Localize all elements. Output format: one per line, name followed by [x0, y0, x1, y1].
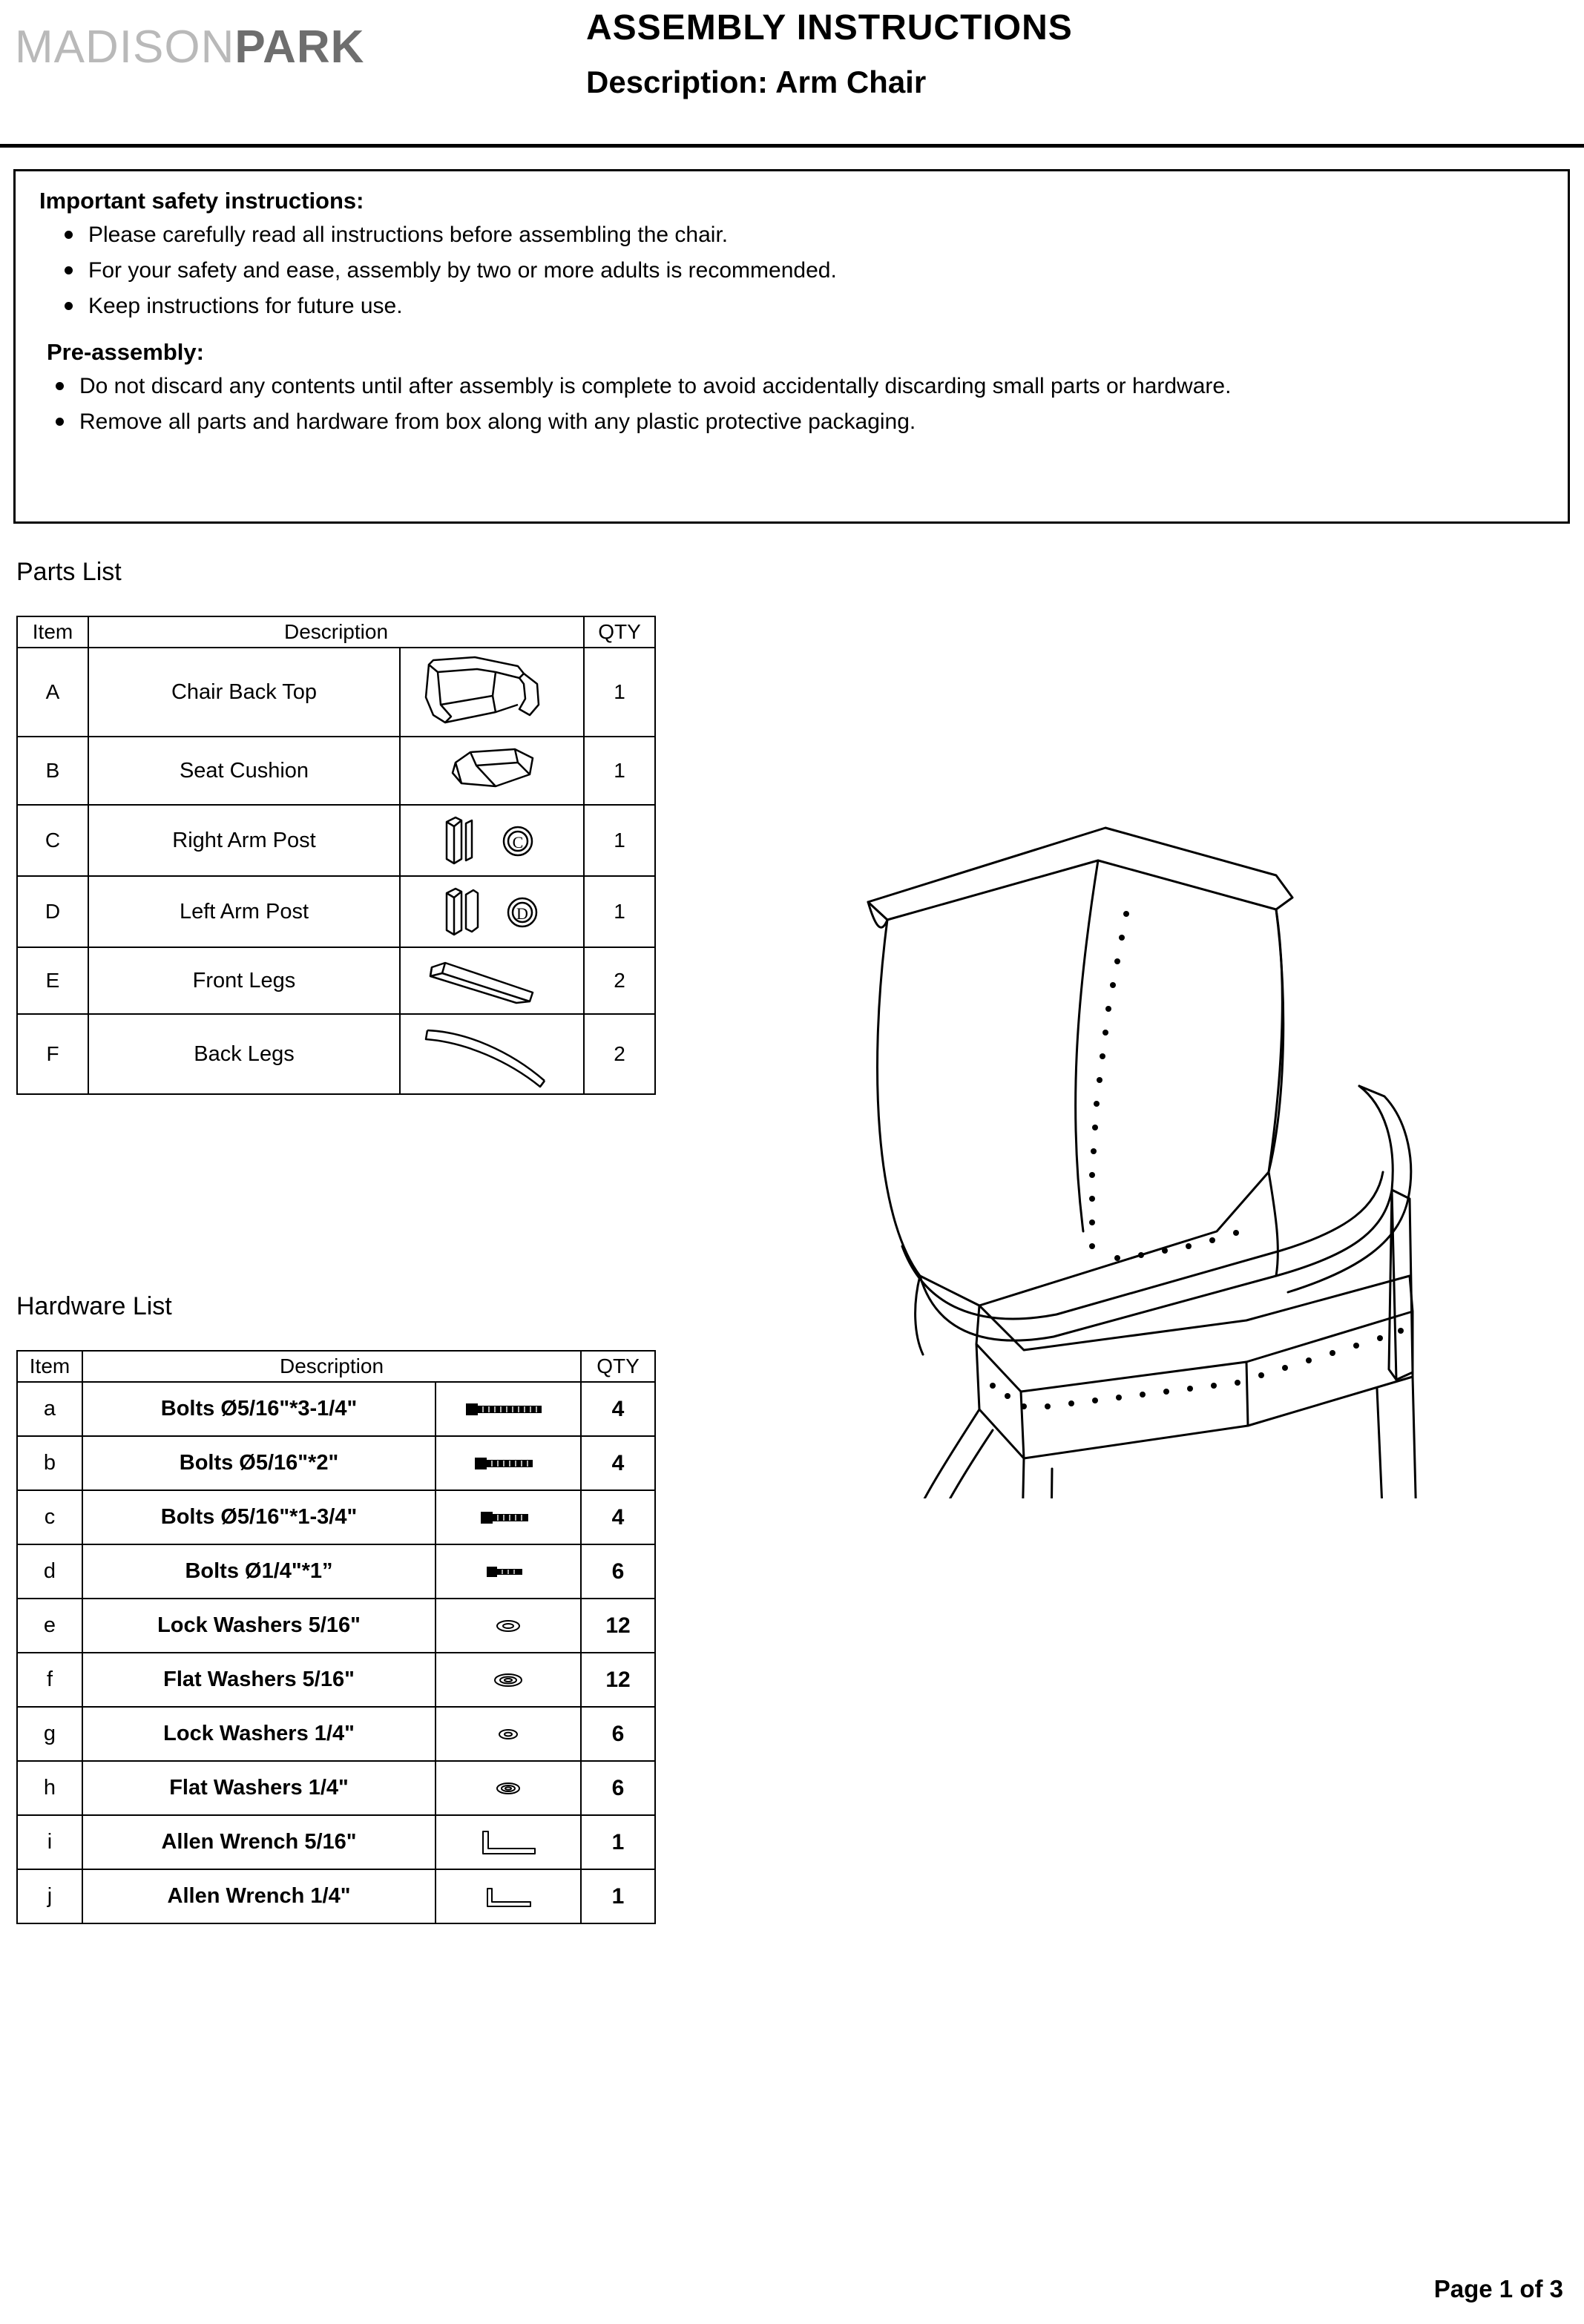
safety-heading: Important safety instructions:: [39, 188, 364, 214]
hardware-item: e: [17, 1599, 82, 1653]
hardware-item: a: [17, 1382, 82, 1436]
product-description: Description: Arm Chair: [586, 65, 927, 99]
brand-first-word: MADISON: [15, 22, 235, 73]
hardware-qty: 4: [581, 1436, 655, 1490]
parts-list-title: Parts List: [16, 558, 122, 586]
bolt-medium-icon: [436, 1436, 581, 1490]
part-description: Seat Cushion: [88, 737, 400, 805]
table-row: [17, 1815, 655, 1869]
table-row: [17, 1761, 655, 1815]
flat-washer-small-icon: [436, 1761, 581, 1815]
hardware-description: Bolts Ø5/16"*2": [82, 1436, 436, 1490]
part-description: Front Legs: [88, 947, 400, 1014]
table-row: [17, 1869, 655, 1923]
svg-text:C: C: [512, 833, 524, 852]
part-item: E: [17, 947, 88, 1014]
hardware-description: Allen Wrench 1/4": [82, 1869, 436, 1923]
list-item: For your safety and ease, assembly by two or more adults is recommended.: [60, 256, 1568, 286]
hardware-description: Bolts Ø5/16"*3-1/4": [82, 1382, 436, 1436]
hardware-item: d: [17, 1544, 82, 1599]
part-item: C: [17, 805, 88, 876]
table-header-row: [17, 616, 655, 648]
part-description: Right Arm Post: [88, 805, 400, 876]
brand-logo: [15, 21, 364, 73]
table-row: [17, 947, 655, 1014]
header-divider: [0, 144, 1584, 148]
hardware-list-title: Hardware List: [16, 1292, 172, 1320]
page-number: Page 1 of 3: [1433, 2275, 1563, 2302]
lock-washer-small-icon: [436, 1707, 581, 1761]
part-item: A: [17, 648, 88, 737]
pre-assembly-heading: Pre-assembly:: [47, 338, 204, 365]
table-row: [17, 1707, 655, 1761]
part-qty: 1: [584, 737, 655, 805]
list-item: Remove all parts and hardware from box along with any plastic protective packaging.: [51, 407, 1568, 437]
hardware-description: Bolts Ø5/16"*1-3/4": [82, 1490, 436, 1544]
hardware-item: g: [17, 1707, 82, 1761]
brand-second-word: PARK: [234, 22, 365, 73]
table-header-row: [17, 1351, 655, 1382]
part-description: Chair Back Top: [88, 648, 400, 737]
part-qty: 2: [584, 947, 655, 1014]
title-block: [586, 7, 1073, 100]
allen-wrench-small-icon: [436, 1869, 581, 1923]
list-item: Do not discard any contents until after assembly is complete to avoid accidentally discarding small parts or hardware.: [51, 372, 1568, 401]
part-description: Left Arm Post: [88, 876, 400, 947]
hardware-qty: 12: [581, 1653, 655, 1707]
part-item: B: [17, 737, 88, 805]
front-leg-icon: [400, 947, 584, 1014]
part-qty: 1: [584, 876, 655, 947]
column-header-description: Description: [88, 616, 584, 648]
hardware-item: j: [17, 1869, 82, 1923]
table-row: [17, 805, 655, 876]
table-row: [17, 1382, 655, 1436]
hardware-description: Flat Washers 1/4": [82, 1761, 436, 1815]
part-qty: 1: [584, 648, 655, 737]
table-row: [17, 1544, 655, 1599]
seat-cushion-icon: [400, 737, 584, 805]
part-description: Back Legs: [88, 1014, 400, 1094]
part-item: F: [17, 1014, 88, 1094]
column-header-item: Item: [17, 616, 88, 648]
list-item: Keep instructions for future use.: [60, 292, 1568, 321]
hardware-item: h: [17, 1761, 82, 1815]
svg-text:D: D: [516, 904, 528, 923]
hardware-qty: 6: [581, 1707, 655, 1761]
table-row: [17, 1653, 655, 1707]
hardware-qty: 12: [581, 1599, 655, 1653]
hardware-list-table: [16, 1350, 656, 1924]
chair-back-top-icon: [400, 648, 584, 737]
bolt-short-icon: [436, 1490, 581, 1544]
column-header-qty: QTY: [584, 616, 655, 648]
hardware-qty: 6: [581, 1761, 655, 1815]
assembled-arm-chair-illustration: [757, 757, 1543, 1498]
lock-washer-large-icon: [436, 1599, 581, 1653]
bolt-long-icon: [436, 1382, 581, 1436]
column-header-description: Description: [82, 1351, 581, 1382]
back-leg-icon: [400, 1014, 584, 1094]
hardware-qty: 4: [581, 1490, 655, 1544]
parts-list-table: [16, 616, 656, 1095]
hardware-item: f: [17, 1653, 82, 1707]
hardware-description: Flat Washers 5/16": [82, 1653, 436, 1707]
allen-wrench-large-icon: [436, 1815, 581, 1869]
page-title: ASSEMBLY INSTRUCTIONS: [586, 8, 1073, 47]
hardware-description: Lock Washers 1/4": [82, 1707, 436, 1761]
table-row: [17, 1436, 655, 1490]
hardware-qty: 1: [581, 1869, 655, 1923]
table-row: [17, 648, 655, 737]
table-row: [17, 1014, 655, 1094]
table-row: [17, 876, 655, 947]
part-qty: 1: [584, 805, 655, 876]
hardware-item: c: [17, 1490, 82, 1544]
bolt-tiny-icon: [436, 1544, 581, 1599]
table-row: [17, 1599, 655, 1653]
part-qty: 2: [584, 1014, 655, 1094]
column-header-qty: QTY: [581, 1351, 655, 1382]
list-item: Please carefully read all instructions before assembling the chair.: [60, 220, 1568, 250]
hardware-description: Bolts Ø1/4"*1”: [82, 1544, 436, 1599]
left-arm-post-icon: [400, 876, 584, 947]
table-row: [17, 1490, 655, 1544]
hardware-qty: 6: [581, 1544, 655, 1599]
hardware-description: Allen Wrench 5/16": [82, 1815, 436, 1869]
column-header-item: Item: [17, 1351, 82, 1382]
page-header: [0, 0, 1584, 148]
safety-list: [16, 220, 1568, 321]
hardware-qty: 1: [581, 1815, 655, 1869]
flat-washer-large-icon: [436, 1653, 581, 1707]
hardware-item: i: [17, 1815, 82, 1869]
pre-assembly-list: [16, 372, 1568, 437]
part-item: D: [17, 876, 88, 947]
hardware-description: Lock Washers 5/16": [82, 1599, 436, 1653]
safety-instructions-box: [13, 169, 1570, 524]
hardware-qty: 4: [581, 1382, 655, 1436]
table-row: [17, 737, 655, 805]
right-arm-post-icon: [400, 805, 584, 876]
hardware-item: b: [17, 1436, 82, 1490]
